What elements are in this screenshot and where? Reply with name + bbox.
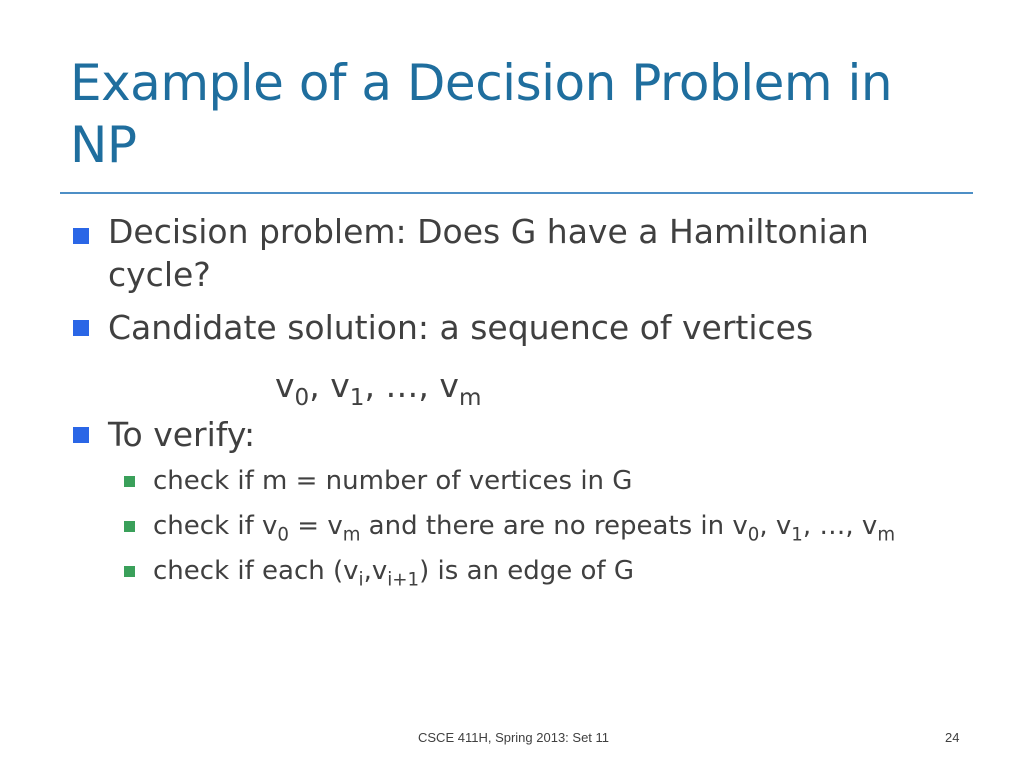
text-run: , …, v — [802, 511, 878, 541]
vertex-symbol: v — [330, 366, 350, 405]
bullet-square-icon — [73, 427, 89, 443]
text-run: ,v — [363, 556, 388, 586]
sub-bullet-vertex-count: check if m = number of vertices in G — [153, 466, 633, 496]
sub-bullet-square-icon — [124, 521, 135, 532]
sub-bullet-square-icon — [124, 476, 135, 487]
text-run: and there are no repeats in v — [360, 511, 748, 541]
subscript: m — [342, 524, 361, 546]
title-divider — [60, 192, 973, 194]
text-run: check if v — [153, 511, 278, 541]
text-run: ) is an edge of G — [419, 556, 634, 586]
footer-course-label: CSCE 411H, Spring 2013: Set 11 — [418, 730, 610, 745]
subscript: 1 — [791, 524, 803, 546]
bullet-square-icon — [73, 320, 89, 336]
vertex-sequence — [275, 366, 482, 412]
bullet-decision-problem: Decision problem: Does G have a Hamiltonian cycle? — [108, 212, 869, 294]
subscript: 0 — [747, 524, 760, 546]
subscript: i — [358, 569, 364, 591]
sub-bullet-cycle-check — [153, 509, 896, 546]
separator: , — [309, 366, 331, 405]
subscript: 1 — [349, 385, 365, 412]
sub-bullet-edge-check — [153, 554, 634, 591]
text-run: = v — [289, 511, 343, 541]
subscript: 0 — [294, 385, 310, 412]
slide-title: Example of a Decision Problem in NP — [70, 54, 893, 174]
separator: , …, — [364, 366, 440, 405]
subscript: m — [877, 524, 896, 546]
bullet-to-verify: To verify: — [108, 415, 256, 454]
subscript: i+1 — [387, 569, 420, 591]
subscript: m — [458, 385, 482, 412]
vertex-symbol: v — [275, 366, 295, 405]
slide-number: 24 — [945, 730, 960, 745]
bullet-square-icon — [73, 228, 89, 244]
sub-bullet-square-icon — [124, 566, 135, 577]
text-run: , v — [759, 511, 792, 541]
text-run: check if each (v — [153, 556, 359, 586]
subscript: 0 — [277, 524, 289, 546]
bullet-candidate-solution: Candidate solution: a sequence of vertices — [108, 308, 814, 347]
vertex-symbol: v — [439, 366, 459, 405]
